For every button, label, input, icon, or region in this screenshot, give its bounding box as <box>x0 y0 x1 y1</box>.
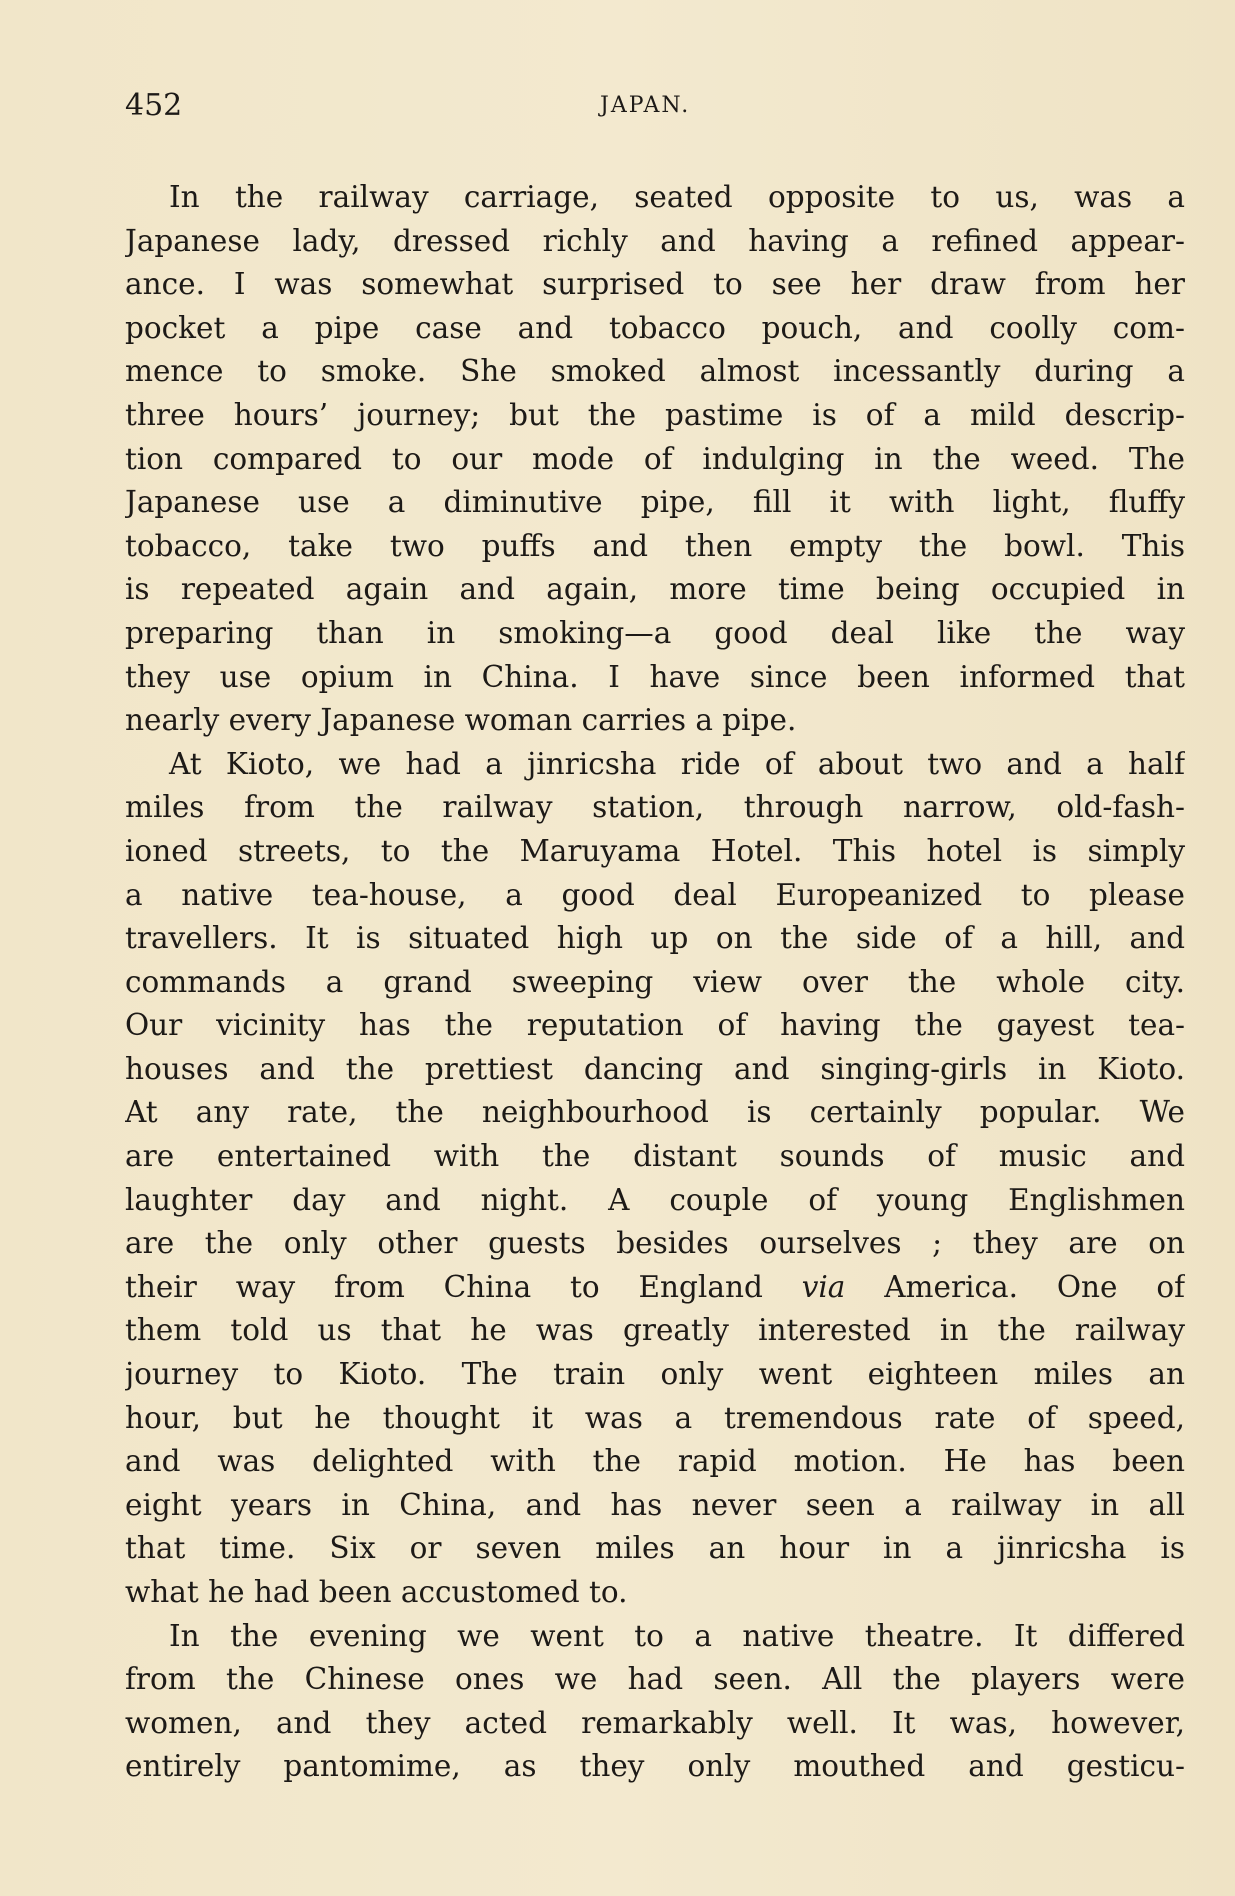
text-line: Japanese use a diminutive pipe, fill it with light, fluffy <box>125 485 1185 520</box>
text-line: from the Chinese ones we had seen. All the players were <box>125 1662 1185 1697</box>
text-line: a native tea-house, a good deal Europeanized to please <box>125 877 1185 912</box>
text-line: hour, but he thought it was a tremendous rate of speed, <box>125 1400 1185 1435</box>
text-line: preparing than in smoking—a good deal like the way <box>125 615 1185 650</box>
paragraph <box>125 176 1185 743</box>
text-line: are the only other guests besides ourselves ; they are on <box>125 1226 1185 1261</box>
text-line: them told us that he was greatly interested in the railway <box>125 1313 1185 1348</box>
running-title: JAPAN. <box>600 93 691 118</box>
text-line: At any rate, the neighbourhood is certainly popular. We <box>125 1095 1185 1130</box>
text-line: nearly every Japanese woman carries a pipe. <box>125 703 797 738</box>
text-line: and was delighted with the rapid motion. He has been <box>125 1444 1185 1479</box>
text-line: travellers. It is situated high up on the side of a hill, and <box>125 921 1185 956</box>
text-line: pocket a pipe case and tobacco pouch, and coolly com- <box>125 310 1185 345</box>
text-line: At Kioto, we had a jinricsha ride of about two and a half <box>169 746 1185 781</box>
text-line: ioned streets, to the Maruyama Hotel. This hotel is simply <box>125 833 1185 868</box>
text-run: America. One of <box>845 1269 1185 1304</box>
page-number: 452 <box>125 88 183 123</box>
text-line: commands a grand sweeping view over the whole city. <box>125 964 1185 999</box>
text-line: laughter day and night. A couple of young Englishmen <box>125 1182 1185 1217</box>
text-line: Our vicinity has the reputation of having the gayest tea- <box>125 1008 1185 1043</box>
text-line: mence to smoke. She smoked almost incessantly during a <box>125 354 1185 389</box>
text-line: three hours’ journey; but the pastime is of a mild descrip- <box>125 397 1185 432</box>
text-line: they use opium in China. I have since been informed that <box>125 659 1185 694</box>
italic-word: via <box>801 1269 846 1304</box>
text-line: is repeated again and again, more time being occupied in <box>125 572 1185 607</box>
text-line: eight years in China, and has never seen a railway in all <box>125 1487 1185 1522</box>
body-text <box>125 176 1185 1789</box>
text-line: tion compared to our mode of indulging in the weed. The <box>125 441 1185 476</box>
text-line <box>125 1266 1185 1310</box>
text-line: tobacco, take two puffs and then empty the bowl. This <box>125 528 1185 563</box>
text-line: entirely pantomime, as they only mouthed and gesticu- <box>125 1749 1185 1784</box>
text-line: In the railway carriage, seated opposite to us, was a <box>169 180 1185 214</box>
text-line: Japanese lady, dressed richly and having a refined appear- <box>125 223 1185 258</box>
text-line: ance. I was somewhat surprised to see her draw from her <box>125 267 1185 302</box>
text-line: In the evening we went to a native theatre. It differed <box>169 1618 1185 1653</box>
text-line: that time. Six or seven miles an hour in a jinricsha is <box>125 1531 1185 1566</box>
paragraph <box>125 743 1185 1615</box>
text-run: their way from China to England <box>125 1269 802 1304</box>
paragraph <box>125 1615 1185 1789</box>
text-line: houses and the prettiest dancing and singing-girls in Kioto. <box>125 1051 1185 1086</box>
text-line: what he had been accustomed to. <box>125 1575 628 1609</box>
text-line: women, and they acted remarkably well. It was, however, <box>125 1705 1185 1740</box>
text-line: miles from the railway station, through narrow, old-fash- <box>125 790 1185 825</box>
text-line: are entertained with the distant sounds of music and <box>125 1139 1185 1174</box>
text-line: journey to Kioto. The train only went eighteen miles an <box>125 1357 1185 1392</box>
running-head <box>125 88 1185 128</box>
